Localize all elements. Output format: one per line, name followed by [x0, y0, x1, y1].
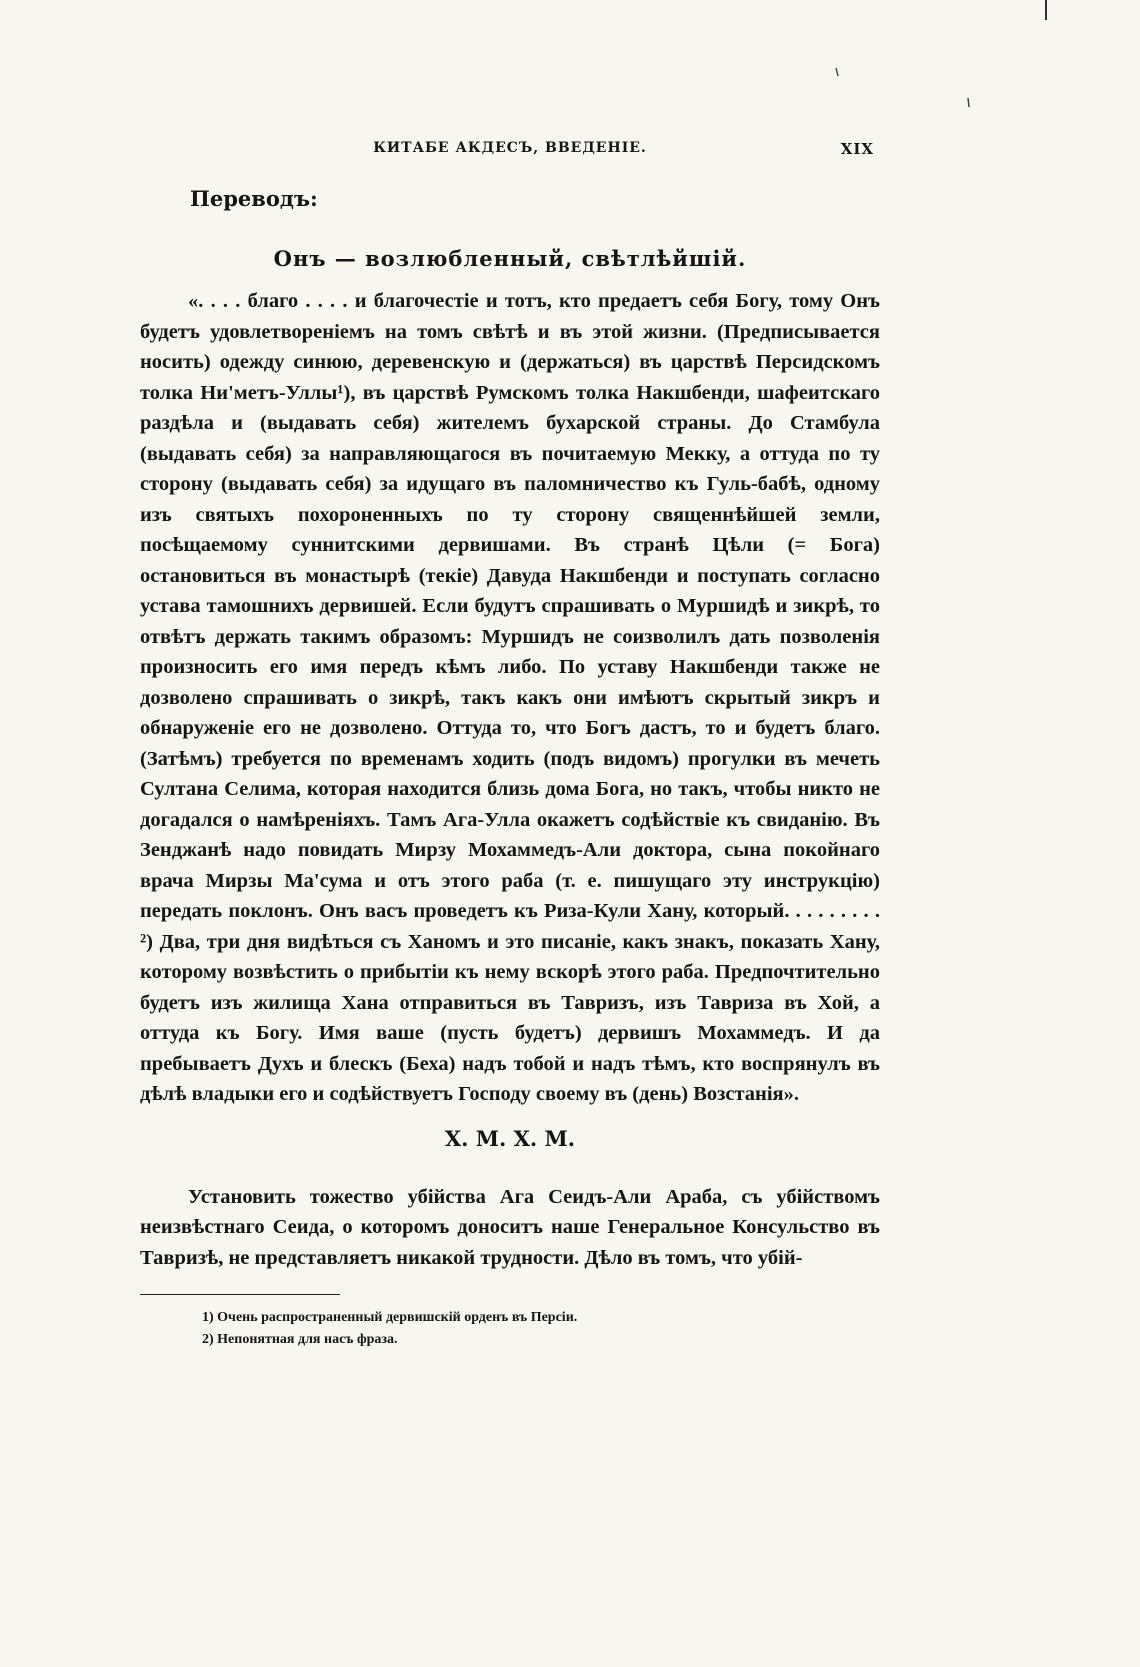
section-heading: Онъ — возлюбленный, свѣтлѣйшій. — [273, 246, 747, 271]
translation-label: Переводъ: — [190, 186, 318, 211]
signature-initials: Х. М. Х. М. — [444, 1125, 576, 1151]
footnote-1: 1) Очень распространенный дервишскій орденъ въ Персіи. — [202, 1309, 578, 1325]
footnote-2: 2) Непонятная для насъ фраза. — [202, 1331, 398, 1347]
footnote-divider — [140, 1294, 340, 1295]
running-header — [140, 140, 880, 170]
running-title: КИТАБЕ АКДЕСЪ, ВВЕДЕНІЕ. — [373, 140, 647, 156]
page-number: XIX — [840, 140, 874, 158]
commentary-paragraph: Установить тожество убійства Ага Сеидъ-Али Араба, съ убійствомъ неизвѣстнаго Сеида, о которомъ доноситъ наше Генеральное Консульство въ Тавризѣ, не представляетъ никакой трудности. Дѣло въ томъ, что убій- — [140, 1185, 880, 1269]
translation-paragraph: «. . . . благо . . . . и благочестіе и тотъ, кто предаетъ себя Богу, тому Онъ будетъ удовлетвореніемъ на томъ свѣтѣ и въ этой жизни. (Предписывается носить) одежду синюю, деревенскую и (держаться) въ царствѣ Персидскомъ толка Ни'метъ-Уллы¹), въ царствѣ Румскомъ толка Накшбенди, шафеитскаго раздѣла и (выдавать себя) жителемъ бухарской страны. До Стамбула (выдавать себя) за направляющагося въ почитаемую Мекку, а оттуда по ту сторону (выдавать себя) за идущаго въ паломничество къ Гуль-бабѣ, одному изъ святыхъ похороненныхъ по ту сторону священнѣйшей земли, посѣщаемому суннитскими дервишами. Въ странѣ Цѣли (= Бога) остановиться въ монастырѣ (текіе) Давуда Накшбенди и поступать согласно устава тамошнихъ дервишей. Если будутъ спрашивать о Муршидѣ и зикрѣ, то отвѣтъ держать такимъ образомъ: Муршидъ не соизволилъ дать позволенія произносить его имя передъ кѣмъ либо. По уставу Накшбенди также не дозволено спрашивать о зикрѣ, такъ какъ они имѣютъ скрытый зикръ и обнаруженіе его не дозволено. Оттуда то, что Богъ дастъ, то и будетъ благо. (Затѣмъ) требуется по временамъ ходить (подъ видомъ) прогулки въ мечеть Султана Селима, которая находится близь дома Бога, но такъ, чтобы никто не догадался о намѣреніяхъ. Тамъ Ага-Улла окажетъ содѣйствіе къ свиданію. Въ Зенджанѣ надо повидать Мирзу Мохаммедъ-Али доктора, сына покойнаго врача Мирзы Ма'сума и отъ этого раба (т. е. пишущаго эту инструкцію) передать поклонъ. Онъ васъ проведетъ къ Риза-Кули Хану, который. . . . . . . . . ²) Два, три дня видѣться съ Ханомъ и это писаніе, какъ знакъ, показать Хану, которому возвѣстить о прибытіи къ нему вскорѣ этого раба. Предпочтительно будетъ изъ жилища Хана отправиться въ Тавризъ, изъ Тавриза въ Хой, а оттуда къ Богу. Имя ваше (пусть будетъ) дервишъ Мохаммедъ. И да пребываетъ Духъ и блескъ (Беха) надъ тобой и надъ тѣмъ, кто воспрянулъ въ дѣлѣ владыки его и содѣйствуетъ Господу своему въ (день) Возстанія». — [140, 290, 880, 1105]
document-page — [140, 140, 880, 1351]
